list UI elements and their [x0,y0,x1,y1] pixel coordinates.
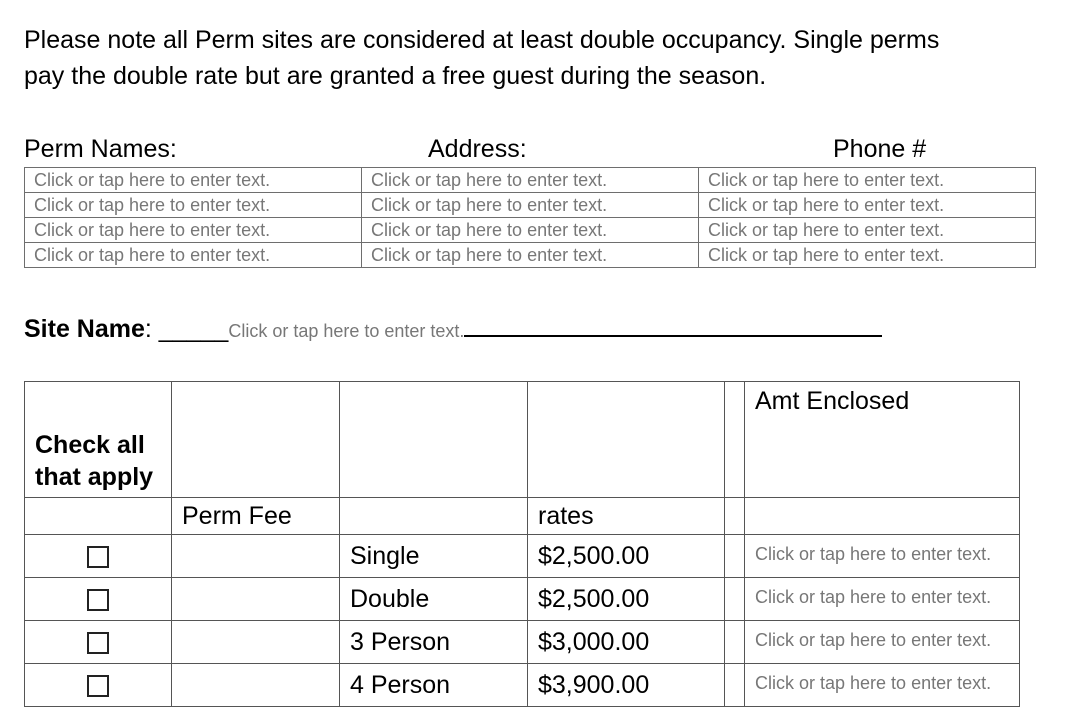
single-checkbox[interactable] [87,546,109,568]
address-field[interactable]: Click or tap here to enter text. [362,193,699,218]
rate-value: $2,500.00 [528,578,725,621]
site-name-underline [464,317,882,337]
perm-names-header: Perm Names: [24,135,177,163]
amt-enclosed-header: Amt Enclosed [745,382,1020,498]
three-person-checkbox[interactable] [87,632,109,654]
empty-cell [172,578,340,621]
table-row [25,535,1020,578]
amount-enclosed-field[interactable]: Click or tap here to enter text. [745,535,1020,578]
spacer-cell [725,578,745,621]
amount-enclosed-field[interactable]: Click or tap here to enter text. [745,578,1020,621]
occupancy-note-line-1: Please note all Perm sites are considered at least double occupancy. Single perms [24,26,940,54]
single-checkbox-cell [25,535,172,578]
phone-field[interactable]: Click or tap here to enter text. [699,168,1036,193]
spacer-cell [725,664,745,707]
double-checkbox[interactable] [87,589,109,611]
empty-cell [745,498,1020,535]
occupancy-type: 3 Person [340,621,528,664]
occupancy-type: 4 Person [340,664,528,707]
rates-label: rates [528,498,725,535]
address-header: Address: [428,135,527,163]
perm-rates-table [24,381,1020,707]
spacer-cell [725,498,745,535]
empty-cell [172,382,340,498]
empty-cell [172,535,340,578]
table-row [25,193,1036,218]
check-all-header-line-1: Check all [35,431,145,459]
three-person-checkbox-cell [25,621,172,664]
site-name-colon: : [144,315,152,343]
spacer-cell [725,535,745,578]
occupancy-note [24,22,1054,94]
empty-cell [172,621,340,664]
four-person-checkbox[interactable] [87,675,109,697]
table-row [25,664,1020,707]
phone-field[interactable]: Click or tap here to enter text. [699,193,1036,218]
rate-value: $3,000.00 [528,621,725,664]
table-header-row [25,382,1020,498]
table-row [25,621,1020,664]
table-subheader-row [25,498,1020,535]
spacer-cell [725,382,745,498]
occupancy-note-line-2: pay the double rate but are granted a free guest during the season. [24,62,767,90]
rate-value: $3,900.00 [528,664,725,707]
four-person-checkbox-cell [25,664,172,707]
address-field[interactable]: Click or tap here to enter text. [362,243,699,268]
amount-enclosed-field[interactable]: Click or tap here to enter text. [745,664,1020,707]
table-row [25,243,1036,268]
table-row [25,168,1036,193]
address-field[interactable]: Click or tap here to enter text. [362,168,699,193]
address-field[interactable]: Click or tap here to enter text. [362,218,699,243]
perm-contacts-table [24,167,1036,268]
rate-value: $2,500.00 [528,535,725,578]
occupancy-type: Double [340,578,528,621]
perm-fee-label: Perm Fee [172,498,340,535]
amount-enclosed-field[interactable]: Click or tap here to enter text. [745,621,1020,664]
phone-field[interactable]: Click or tap here to enter text. [699,218,1036,243]
site-name-line [24,312,882,348]
phone-field[interactable]: Click or tap here to enter text. [699,243,1036,268]
perm-name-field[interactable]: Click or tap here to enter text. [25,243,362,268]
empty-cell [340,382,528,498]
site-name-label: Site Name [24,315,145,343]
table-row [25,578,1020,621]
empty-cell [528,382,725,498]
spacer-cell [725,621,745,664]
empty-cell [172,664,340,707]
empty-cell [25,498,172,535]
phone-header: Phone # [833,135,927,163]
perm-name-field[interactable]: Click or tap here to enter text. [25,218,362,243]
check-all-header-line-2: that apply [35,463,154,491]
check-all-header [25,382,172,498]
perm-name-field[interactable]: Click or tap here to enter text. [25,193,362,218]
occupancy-type: Single [340,535,528,578]
site-name-field[interactable]: Click or tap here to enter text. [228,321,465,341]
double-checkbox-cell [25,578,172,621]
site-name-lead-underline: _____ [158,315,229,343]
table-row [25,218,1036,243]
empty-cell [340,498,528,535]
perm-name-field[interactable]: Click or tap here to enter text. [25,168,362,193]
